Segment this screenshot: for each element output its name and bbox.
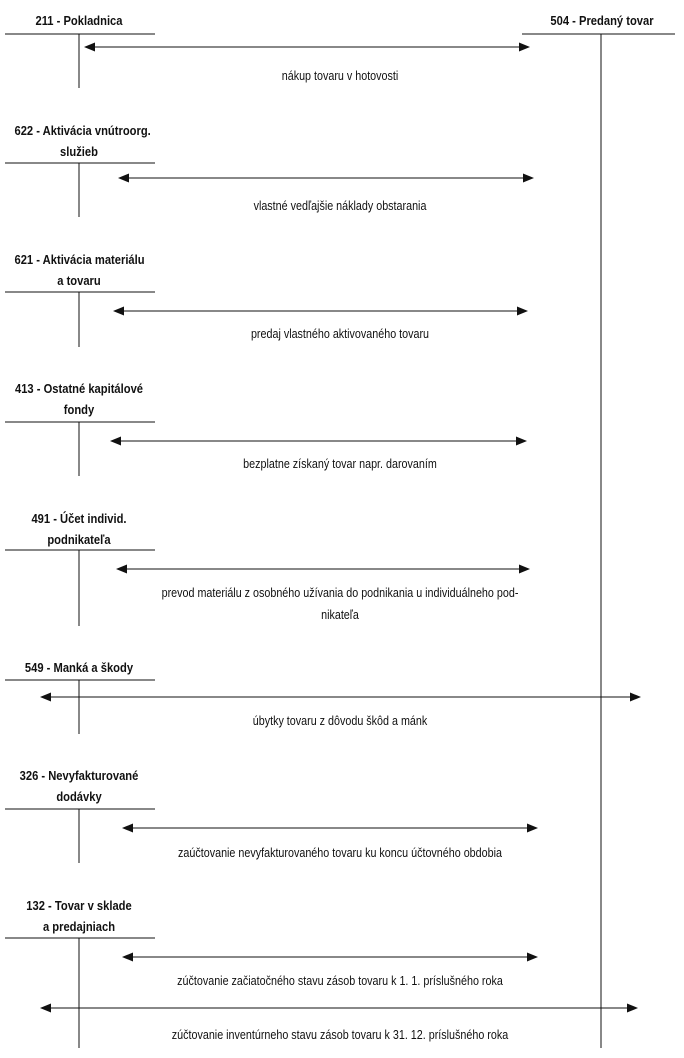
flow-arrow-0-head-right — [519, 43, 530, 52]
flow-label-line: zaúčtovanie nevyfakturovaného tovaru ku koncu účtovného obdobia — [178, 846, 502, 860]
flow-arrow-inventory-head-left — [40, 1004, 51, 1013]
flow-arrow-5-head-left — [40, 693, 51, 702]
flow-label-line: zúčtovanie začiatočného stavu zásob tovaru k 1. 1. príslušného roka — [177, 974, 503, 988]
flow-label-211 — [202, 65, 477, 87]
flow-label-line: vlastné vedľajšie náklady obstarania — [253, 199, 427, 213]
account-621-label — [15, 249, 144, 291]
flow-arrow-3-head-right — [516, 437, 527, 446]
flow-label-491 — [159, 582, 520, 626]
account-label-line: 211 - Pokladnica — [35, 13, 123, 28]
account-label-line: 549 - Manká a škody — [24, 660, 134, 675]
account-label-line: 621 - Aktivácia materiálu — [14, 252, 145, 267]
flow-label-326 — [151, 842, 529, 864]
flow-arrow-6-head-left — [122, 824, 133, 833]
flow-arrow-2-head-left — [113, 307, 124, 316]
account-622-label — [14, 120, 151, 162]
flow-arrow-3-head-left — [110, 437, 121, 446]
flow-label-line: úbytky tovaru z dôvodu škôd a mánk — [252, 714, 428, 728]
flow-label-line: zúčtovanie inventúrneho stavu zásob tovaru k 31. 12. príslušného roka — [171, 1028, 509, 1042]
account-label-line: fondy — [63, 402, 95, 417]
account-132-label — [15, 895, 144, 937]
flow-arrow-0-head-left — [84, 43, 95, 52]
account-label-line: a tovaru — [57, 273, 101, 288]
account-549-label — [15, 657, 144, 678]
flow-arrow-2-head-right — [517, 307, 528, 316]
flow-label-line: prevod materiálu z osobného užívania do podnikania u individuálneho pod- — [161, 586, 519, 600]
flow-arrow-6-head-right — [527, 824, 538, 833]
flow-arrow-7-head-right — [527, 953, 538, 962]
flow-label-line: predaj vlastného aktivovaného tovaru — [250, 327, 430, 341]
account-label-line: 326 - Nevyfakturované — [19, 768, 139, 783]
flow-label-line: bezplatne získaný tovar napr. darovaním — [243, 457, 437, 471]
account-label-line: 622 - Aktivácia vnútroorg. — [14, 123, 151, 138]
flow-label-line: nákup tovaru v hotovosti — [281, 69, 399, 83]
flow-label-inventory — [134, 1024, 547, 1046]
account-491-label — [15, 508, 144, 550]
flow-label-413 — [177, 453, 504, 475]
account-label-line: 491 - Účet individ. — [31, 511, 127, 526]
flow-arrow-7-head-left — [122, 953, 133, 962]
account-326-label — [15, 765, 144, 807]
account-413-label — [15, 378, 144, 420]
flow-arrow-1-head-left — [118, 174, 129, 183]
flow-label-622 — [194, 195, 486, 217]
target-account-label — [540, 10, 664, 31]
account-label-line: 413 - Ostatné kapitálové — [14, 381, 144, 396]
account-label-line: 132 - Tovar v sklade — [26, 898, 132, 913]
flow-label-line: nikateľa — [321, 608, 359, 622]
account-211-label — [15, 10, 144, 31]
account-label-line: podnikateľa — [47, 532, 111, 547]
flow-label-621 — [194, 323, 486, 345]
flow-label-132 — [142, 970, 538, 992]
flow-arrow-4-head-right — [519, 565, 530, 574]
flow-arrow-5-head-right — [630, 693, 641, 702]
account-label-line: a predajniach — [42, 919, 116, 934]
flow-arrow-4-head-left — [116, 565, 127, 574]
flow-label-549 — [194, 710, 486, 732]
account-label-line: dodávky — [56, 789, 102, 804]
account-label-line: služieb — [60, 144, 98, 159]
flow-arrow-1-head-right — [523, 174, 534, 183]
target-account-label-line: 504 - Predaný tovar — [550, 13, 654, 28]
flow-arrow-inventory-head-right — [627, 1004, 638, 1013]
